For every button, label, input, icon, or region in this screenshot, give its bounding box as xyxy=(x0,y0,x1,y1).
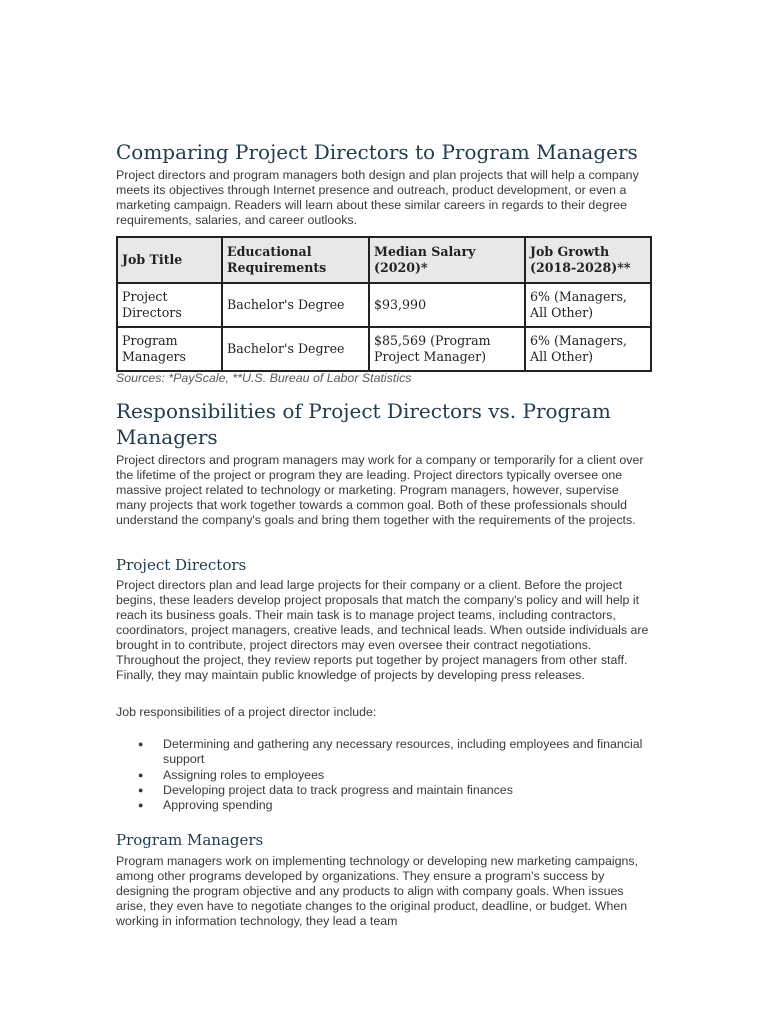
list-item-text: Assigning roles to employees xyxy=(163,767,325,782)
heading-responsibilities: Responsibilities of Project Directors vs. Program Managers xyxy=(116,399,611,449)
intro-paragraph: Project directors and program managers both design and plan projects that will help a company meets its objectives through Internet presence and outreach, product development, or even a marketing campaign. Readers will learn about these similar careers in regards to their degree requirements, salaries, and career outlooks. xyxy=(116,168,639,227)
list-item xyxy=(116,798,652,813)
list-item-text: Approving spending xyxy=(163,798,273,813)
table-header-cell: Educational Requirements xyxy=(222,237,369,283)
table-header-cell: Job Title xyxy=(117,237,222,283)
table-cell: $93,990 xyxy=(369,283,525,327)
table-sources: Sources: *PayScale, **U.S. Bureau of Labor Statistics xyxy=(116,371,412,385)
list-intro: Job responsibilities of a project director include: xyxy=(116,705,377,719)
heading-program-managers: Program Managers xyxy=(116,831,264,849)
responsibilities-list xyxy=(116,737,652,813)
list-item-text: Developing project data to track progress and maintain finances xyxy=(163,782,513,797)
program-managers-paragraph: Program managers work on implementing technology or developing new marketing campaigns, among other programs developed by organizations. They ensure a program's success by designing the program objective and any products to align with company goals. When issues arise, they even have to negotiate changes to the original product, deadline, or budget. When working in information technology, they lead a team xyxy=(116,854,639,928)
table-header-cell: Median Salary (2020)* xyxy=(369,237,525,283)
bullet-icon: ● xyxy=(138,739,144,749)
table-cell: 6% (Managers, All Other) xyxy=(525,327,651,371)
project-directors-paragraph: Project directors plan and lead large projects for their company or a client. Before the project begins, these leaders develop project proposals that match the company's policy and will help it reach its business goals. Their main task is to manage project teams, including contractors, coordinators, project managers, creative leads, and technical leads. When outside individuals are brought in to contribute, project directors may even oversee their contract negotiations. Throughout the project, they review reports put together by project managers from other staff. Finally, they may maintain public knowledge of projects by developing press releases. xyxy=(116,578,649,682)
responsibilities-paragraph: Project directors and program managers may work for a company or temporarily for a client over the lifetime of the project or program they are leading. Project directors typically oversee one massive project related to technology or marketing. Program managers, however, supervise many projects that work together towards a common goal. Both of these professionals should understand the company's goals and bring them together with the requirements of the projects. xyxy=(116,453,644,527)
list-item xyxy=(116,783,652,798)
bullet-icon: ● xyxy=(138,784,144,795)
bullet-icon: ● xyxy=(138,800,144,811)
list-item xyxy=(116,737,652,768)
list-item xyxy=(116,768,652,783)
list-item-text: Determining and gathering any necessary resources, including employees and financial support xyxy=(163,737,643,767)
table-row xyxy=(117,283,651,327)
heading-project-directors: Project Directors xyxy=(116,556,247,574)
bullet-icon: ● xyxy=(138,769,144,780)
table-header-cell: Job Growth (2018-2028)** xyxy=(525,237,651,283)
table-row xyxy=(117,327,651,371)
heading-comparing: Comparing Project Directors to Program Managers xyxy=(116,140,638,164)
table-cell: Program Managers xyxy=(117,327,222,371)
table-cell: Bachelor's Degree xyxy=(222,283,369,327)
comparison-table xyxy=(116,236,652,372)
table-header-row xyxy=(117,237,651,283)
table-cell: Bachelor's Degree xyxy=(222,327,369,371)
table-cell: $85,569 (Program Project Manager) xyxy=(369,327,525,371)
table-cell: 6% (Managers, All Other) xyxy=(525,283,651,327)
table-cell: Project Directors xyxy=(117,283,222,327)
